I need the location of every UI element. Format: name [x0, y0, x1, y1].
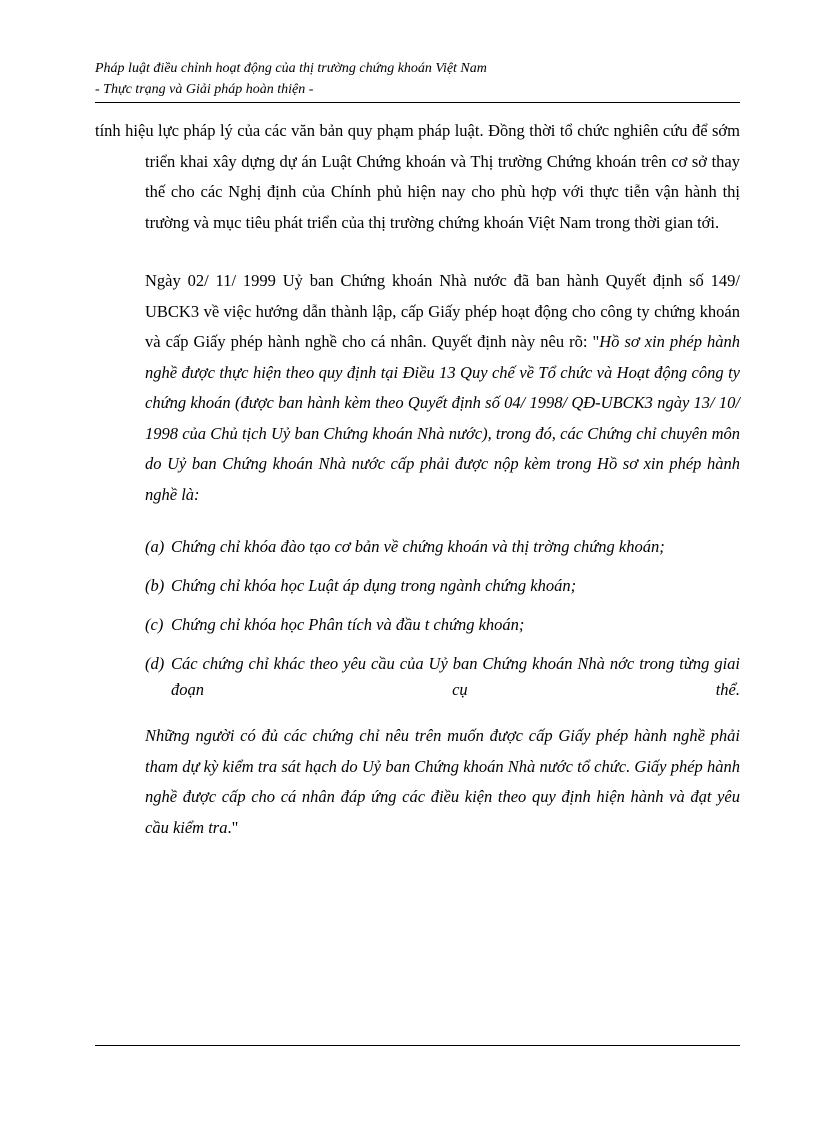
paragraph-decision-quote: Hồ sơ xin phép hành nghề được thực hiện theo quy định tại Điều 13 Quy chế về Tổ chức và Hoạt động công ty chứng khoán (được ban hành kèm theo Quyết định số 04/ 1998/ QĐ-UBCK3 ngày 13/ 10/ 1998 của Chủ tịch Uỷ ban Chứng khoán Nhà nước), trong đó, các Chứng chỉ chuyên môn do Uỷ ban Chứng khoán Nhà nước cấp phải được nộp kèm trong Hồ sơ xin phép hành nghề là: [145, 332, 740, 504]
list-item-text: Chứng chỉ khóa học Phân tích và đầu t chứng khoán; [171, 615, 525, 634]
list-item [145, 651, 740, 703]
paragraph-decision-intro: Ngày 02/ 11/ 1999 Uỷ ban Chứng khoán Nhà nước đã ban hành Quyết định số 149/ UBCK3 về việc hướng dẫn thành lập, cấp Giấy phép hoạt động cho công ty chứng khoán và cấp Giấy phép hành nghề cho cá nhân. Quyết định này nêu rõ: " [145, 271, 740, 351]
paragraph-licensing-text: Những người có đủ các chứng chỉ nêu trên muốn được cấp Giấy phép hành nghề phải tham dự kỳ kiểm tra sát hạch do Uỷ ban Chứng khoán Nhà nước tổ chức. Giấy phép hành nghề được cấp cho cá nhân đáp ứng các điều kiện theo quy định hiện hành và đạt yêu cầu kiểm tra [145, 726, 740, 837]
paragraph-licensing-exam [95, 721, 740, 843]
list-marker: (b) [145, 576, 165, 595]
footer-divider [95, 1045, 740, 1046]
list-item [145, 534, 740, 560]
page-body [95, 116, 740, 843]
list-marker: (c) [145, 615, 164, 634]
list-item [145, 612, 740, 638]
list-marker: (a) [145, 537, 165, 556]
list-item-text: Chứng chỉ khóa đào tạo cơ bản về chứng khoán và thị trờng chứng khoán; [171, 537, 665, 556]
list-item-text: Chứng chỉ khóa học Luật áp dụng trong ngành chứng khoán; [171, 576, 577, 595]
header-title: Pháp luật điều chỉnh hoạt động của thị trường chứng khoán Việt Nam [95, 61, 487, 76]
list-item-text: Các chứng chỉ khác theo yêu cầu của Uỷ ban Chứng khoán Nhà nớc trong từng giai đoạn cụ thể. [171, 654, 740, 699]
paragraph-continuation: tính hiệu lực pháp lý của các văn bản quy phạm pháp luật. Đồng thời tổ chức nghiên cứu để sớm triển khai xây dựng dự án Luật Chứng khoán và Thị trường Chứng khoán trên cơ sở thay thế cho các Nghị định của Chính phủ hiện nay cho phù hợp với thực tiễn vận hành thị trường và mục tiêu phát triển của thị trường chứng khoán Việt Nam trong thời gian tới. [95, 121, 740, 232]
running-header [95, 58, 740, 100]
paragraph-decision-149 [95, 266, 740, 510]
list-item [145, 573, 740, 599]
closing-quote: ." [227, 817, 239, 837]
header-subtitle: - Thực trạng và Giải pháp hoàn thiện - [95, 82, 314, 97]
header-divider [95, 102, 740, 103]
certificate-list [95, 534, 740, 703]
list-marker: (d) [145, 654, 165, 673]
